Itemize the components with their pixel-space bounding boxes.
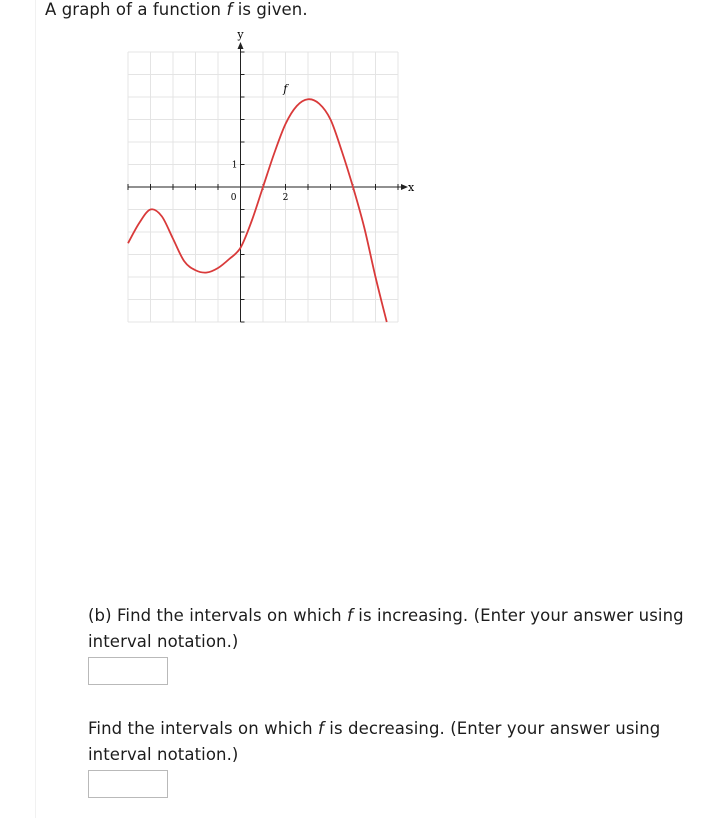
function-curve-f bbox=[128, 99, 387, 322]
q-dec-function-var: f bbox=[318, 719, 324, 738]
question-decreasing bbox=[88, 716, 660, 768]
increasing-answer-input[interactable] bbox=[88, 657, 168, 685]
graph-axes bbox=[128, 42, 408, 322]
intro-text-before: A graph of a function bbox=[45, 0, 227, 19]
function-graph bbox=[118, 28, 418, 333]
q-inc-text-before: (b) Find the intervals on which bbox=[88, 606, 348, 625]
decreasing-answer-input[interactable] bbox=[88, 770, 168, 798]
intro-function-var: f bbox=[226, 0, 233, 19]
intro-text-after: is given. bbox=[232, 0, 308, 19]
curve-layer bbox=[128, 99, 387, 322]
question-increasing-line2: interval notation.) bbox=[88, 632, 239, 651]
curve-label-f: f bbox=[283, 82, 288, 96]
graph-svg bbox=[118, 28, 418, 333]
q-inc-text-after: is increasing. (Enter your answer using bbox=[352, 606, 684, 625]
origin-label-0: 0 bbox=[230, 193, 237, 203]
q-dec-text-after: is decreasing. (Enter your answer using bbox=[323, 719, 661, 738]
problem-intro bbox=[45, 0, 308, 20]
question-increasing bbox=[88, 603, 684, 655]
x-tick-label-2: 2 bbox=[282, 193, 289, 203]
page-left-border bbox=[35, 0, 36, 818]
x-axis-arrow bbox=[401, 184, 408, 190]
question-decreasing-line2: interval notation.) bbox=[88, 745, 239, 764]
y-tick-label-1: 1 bbox=[231, 160, 238, 171]
q-inc-function-var: f bbox=[347, 606, 353, 625]
x-axis-label: x bbox=[408, 181, 415, 194]
question-increasing-line1 bbox=[88, 603, 684, 629]
q-dec-text-before: Find the intervals on which bbox=[88, 719, 319, 738]
y-axis-arrow bbox=[238, 42, 244, 49]
question-decreasing-line1 bbox=[88, 716, 660, 742]
y-axis-label: y bbox=[237, 28, 244, 41]
